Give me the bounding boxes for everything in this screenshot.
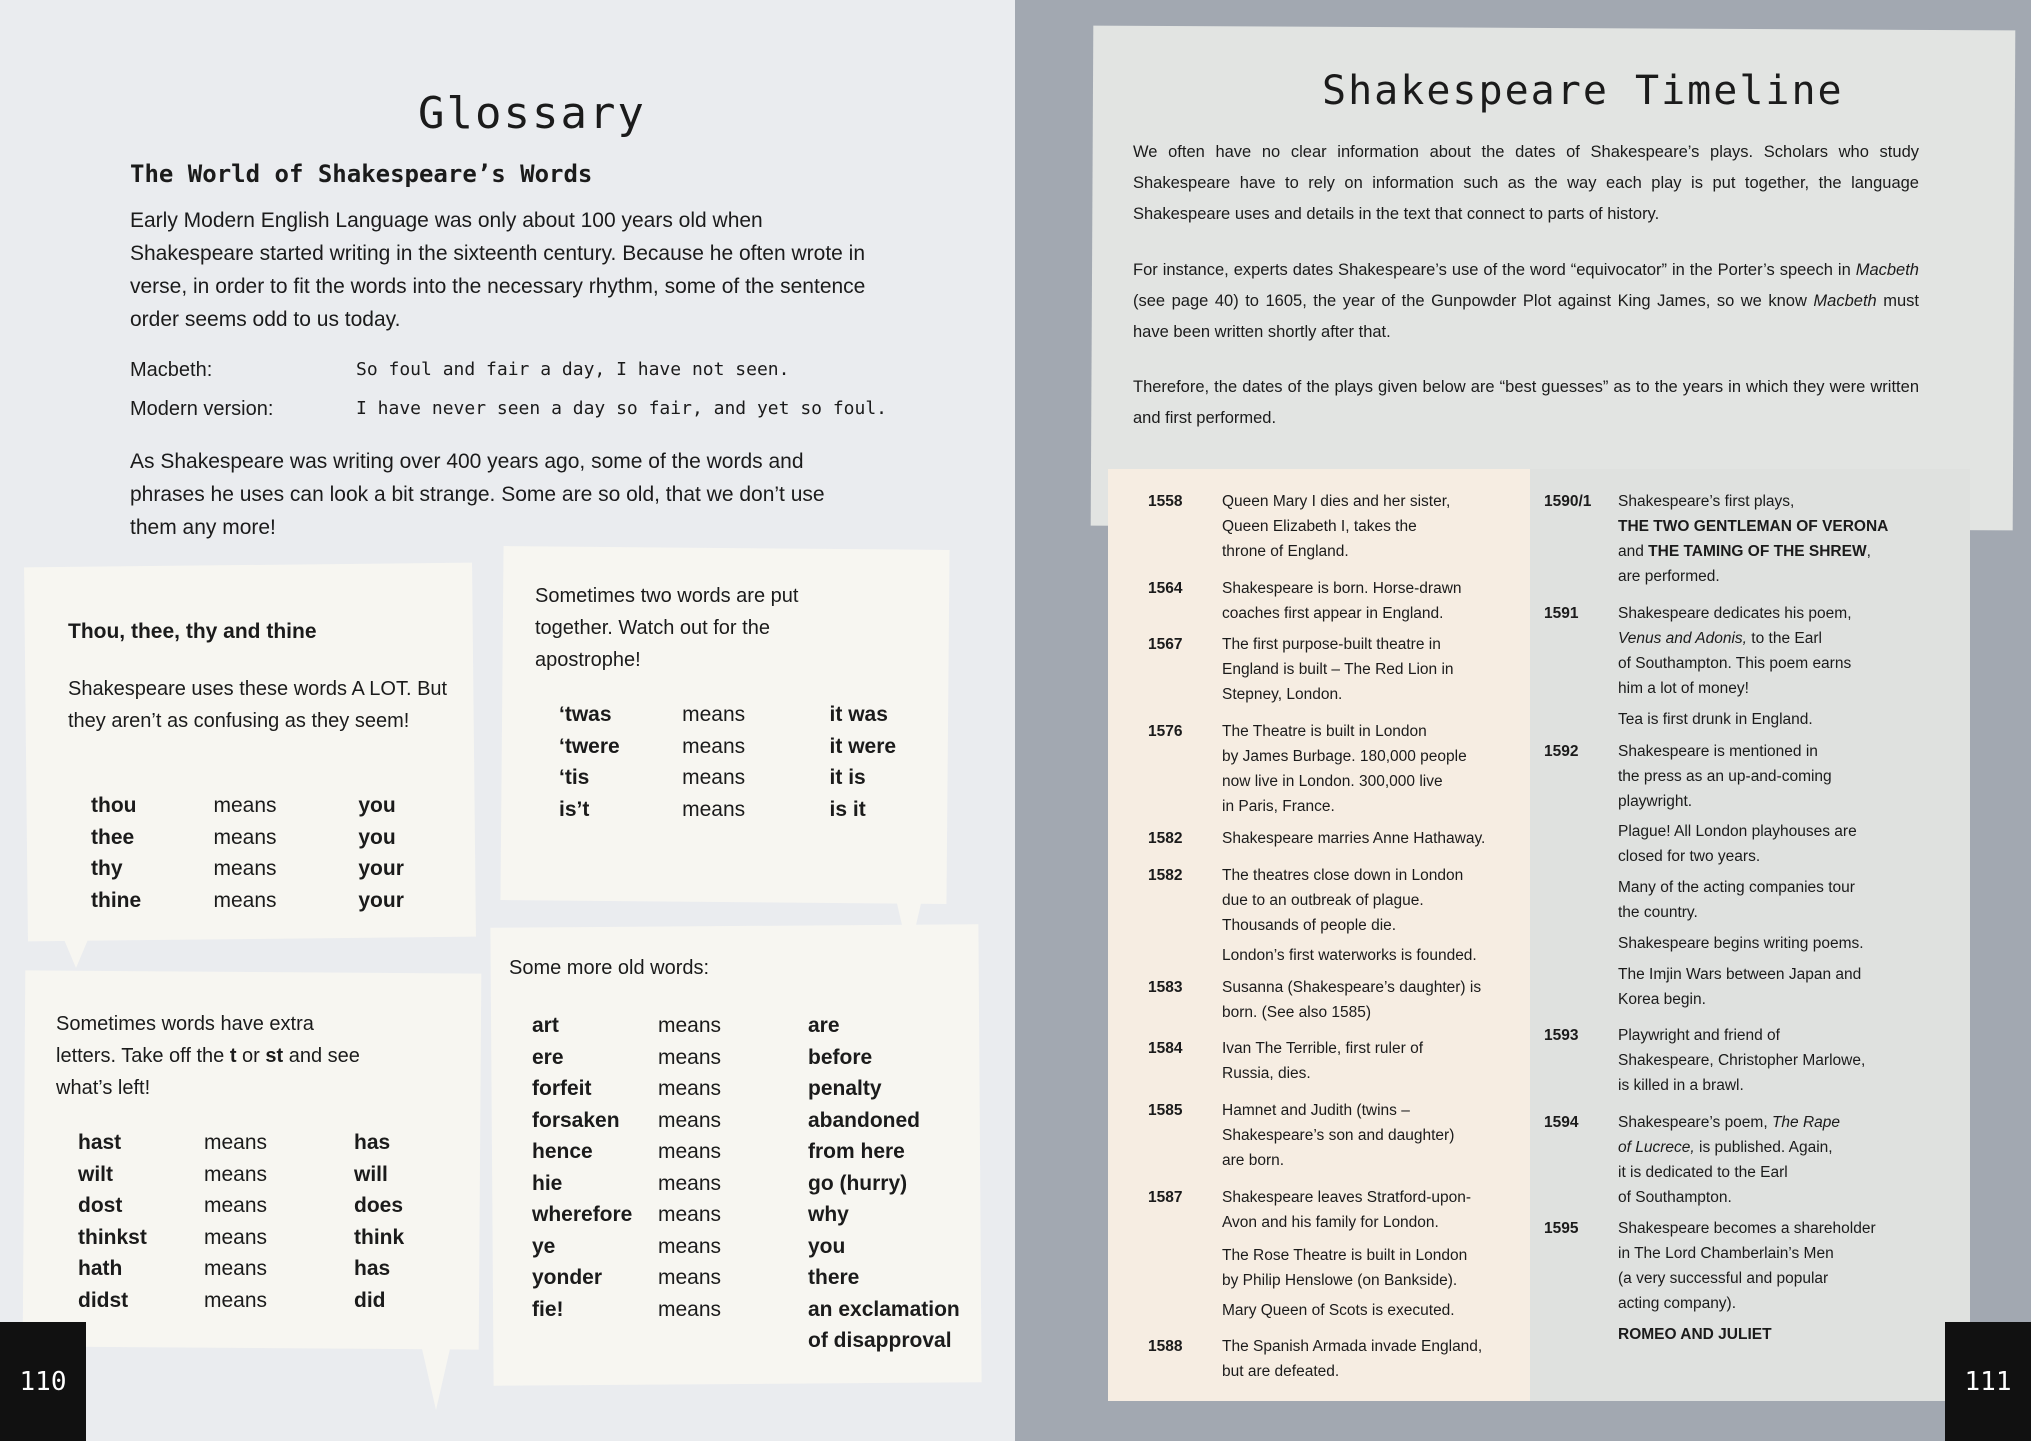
card-thou-content bbox=[26, 565, 474, 939]
word-row bbox=[532, 1172, 978, 1204]
timeline-entry bbox=[1148, 489, 1558, 589]
modern-meaning: before bbox=[808, 1045, 873, 1069]
modern-meaning: there bbox=[808, 1266, 860, 1289]
glossary-intro: Early Modern English Language was only about 100 years old when Shakespeare started writing in the sixteenth century. Because he often wrote in verse, in order to fit the words into the necessary rhythm, some of the sentence order seems odd to us today. bbox=[130, 209, 866, 331]
old-word: ere bbox=[532, 1045, 564, 1069]
word-row bbox=[78, 1226, 474, 1258]
old-word: forsaken bbox=[532, 1108, 620, 1132]
means-label: means bbox=[213, 857, 277, 880]
old-word: thine bbox=[91, 888, 142, 912]
timeline-text: The Theatre is built in London by James Burbage. 180,000 people now live in London. 300,000 live in Paris, France. bbox=[1222, 723, 1467, 815]
means-label: means bbox=[658, 1077, 722, 1100]
modern-meaning: is it bbox=[829, 797, 866, 821]
old-word: wherefore bbox=[532, 1203, 633, 1226]
means-label: means bbox=[658, 1140, 722, 1163]
example-label: Macbeth: bbox=[130, 359, 213, 381]
timeline-year: 1588 bbox=[1148, 1338, 1183, 1355]
old-word: yonder bbox=[532, 1266, 603, 1289]
old-word: fie! bbox=[532, 1297, 564, 1321]
timeline-year: 1582 bbox=[1148, 830, 1183, 847]
card-text: Some more old words: bbox=[509, 957, 710, 979]
old-word: wilt bbox=[78, 1162, 113, 1186]
modern-meaning: your bbox=[358, 888, 404, 912]
modern-meaning: penalty bbox=[808, 1077, 882, 1100]
means-label: means bbox=[682, 703, 746, 726]
word-row bbox=[78, 1257, 474, 1289]
old-word: ye bbox=[532, 1234, 556, 1258]
old-word: hie bbox=[532, 1171, 563, 1195]
card-text: Shakespeare uses these words A LOT. But they aren’t as confusing as they seem! bbox=[68, 678, 448, 732]
word-row bbox=[559, 735, 948, 767]
word-row bbox=[91, 826, 474, 858]
timeline-year: 1585 bbox=[1148, 1102, 1183, 1119]
timeline-text: The theatres close down in London due to an outbreak of plague. Thousands of people die. bbox=[1222, 867, 1464, 934]
old-word: is’t bbox=[559, 797, 590, 821]
timeline-text: Shakespeare is mentioned in the press as an up-and-coming playwright. bbox=[1618, 743, 1832, 810]
timeline-text: Shakespeare’s poem, The Rape of Lucrece, is published. Again, it is dedicated to the Earl of Southampton. bbox=[1618, 1114, 1841, 1206]
timeline-year: 1591 bbox=[1544, 605, 1579, 622]
word-row bbox=[559, 703, 948, 735]
word-row bbox=[532, 1109, 978, 1141]
timeline-intro-p3: Therefore, the dates of the plays given below are “best guesses” as to the years in which they were written and first performed. bbox=[1133, 378, 1919, 427]
word-row bbox=[532, 1203, 978, 1235]
old-word: thinkst bbox=[78, 1225, 147, 1249]
timeline-intro-p2: For instance, experts dates Shakespeare’s use of the word “equivocator” in the Porter’s speech in Macbeth (see page 40) to 1605, the year of the Gunpowder Plot against King James, so we know Macbeth must have been written shortly after that. bbox=[1133, 261, 1919, 341]
timeline-text: Shakespeare leaves Stratford-upon- Avon and his family for London. bbox=[1222, 1189, 1472, 1231]
old-word bbox=[532, 1329, 658, 1361]
timeline-entry bbox=[1148, 632, 1558, 732]
means-label: means bbox=[658, 1234, 722, 1258]
timeline-year: 1590/1 bbox=[1544, 493, 1592, 510]
means-label: means bbox=[658, 1171, 722, 1195]
means-label: means bbox=[204, 1257, 268, 1280]
timeline-entry bbox=[1544, 601, 1954, 701]
timeline-title: Shakespeare Timeline bbox=[1322, 68, 1844, 114]
means-label: means bbox=[204, 1194, 268, 1217]
timeline-intro-p1: We often have no clear information about the dates of Shakespeare’s plays. Scholars who study Shakespeare have to rely on information such as the way each play is put together, the language Shakespeare uses and details in the text that connect to parts of history. bbox=[1133, 143, 1919, 223]
timeline-entry bbox=[1544, 1322, 1954, 1348]
modern-meaning: go (hurry) bbox=[808, 1171, 908, 1195]
modern-meaning: abandoned bbox=[808, 1108, 921, 1132]
word-row bbox=[91, 889, 474, 921]
word-row bbox=[532, 1235, 978, 1267]
speech-tail bbox=[420, 1340, 452, 1410]
means-label: means bbox=[658, 1266, 722, 1289]
timeline-year: 1582 bbox=[1148, 867, 1183, 884]
means-label: means bbox=[213, 888, 277, 912]
word-row bbox=[532, 1046, 978, 1078]
timeline-text: London’s first waterworks is founded. bbox=[1222, 947, 1477, 964]
timeline-text: Queen Mary I dies and her sister, Queen Elizabeth I, takes the throne of England. bbox=[1222, 493, 1451, 560]
modern-meaning: you bbox=[808, 1234, 846, 1258]
modern-meaning: are bbox=[808, 1014, 840, 1037]
means-label: means bbox=[658, 1014, 722, 1037]
timeline-text: The Rose Theatre is built in London by Philip Henslowe (on Bankside). bbox=[1222, 1247, 1468, 1289]
glossary-intro-2: As Shakespeare was writing over 400 years ago, some of the words and phrases he uses can look a bit strange. Some are so old, that we don’t use them any more! bbox=[130, 450, 825, 539]
timeline-year: 1593 bbox=[1544, 1027, 1579, 1044]
old-word: didst bbox=[78, 1288, 129, 1312]
old-word: ‘twere bbox=[559, 734, 620, 758]
card-apostrophe-content bbox=[502, 548, 948, 902]
word-row bbox=[532, 1266, 978, 1298]
timeline-entry bbox=[1148, 1334, 1558, 1434]
timeline-text: Ivan The Terrible, first ruler of Russia, dies. bbox=[1222, 1040, 1424, 1082]
timeline-text: Shakespeare’s first plays, THE TWO GENTLEMAN OF VERONA and THE TAMING OF THE SHREW, are performed. bbox=[1618, 493, 1889, 585]
modern-meaning: why bbox=[808, 1203, 849, 1226]
modern-meaning: of disapproval bbox=[808, 1329, 952, 1352]
old-word: dost bbox=[78, 1194, 123, 1217]
timeline-year: 1595 bbox=[1544, 1220, 1579, 1237]
word-row bbox=[532, 1140, 978, 1172]
modern-meaning: it were bbox=[829, 734, 897, 758]
timeline-text: Tea is first drunk in England. bbox=[1618, 711, 1813, 728]
word-row bbox=[532, 1077, 978, 1109]
example-row-modern bbox=[130, 398, 890, 426]
means-label: means bbox=[204, 1288, 268, 1312]
old-word: thou bbox=[91, 794, 137, 817]
means-label: means bbox=[204, 1225, 268, 1249]
card-letters-content bbox=[24, 972, 480, 1348]
word-row bbox=[78, 1131, 474, 1163]
example-quote: I have never seen a day so fair, and yet so foul. bbox=[356, 398, 888, 419]
timeline-year: 1584 bbox=[1148, 1040, 1183, 1057]
means-label: means bbox=[213, 794, 277, 817]
card-heading: Thou, thee, thy and thine bbox=[68, 620, 317, 643]
modern-meaning: think bbox=[354, 1225, 405, 1249]
example-quote: So foul and fair a day, I have not seen. bbox=[356, 359, 790, 380]
old-word: ‘twas bbox=[559, 703, 612, 726]
timeline-text: Mary Queen of Scots is executed. bbox=[1222, 1302, 1455, 1319]
timeline-text: Hamnet and Judith (twins – Shakespeare’s son and daughter) are born. bbox=[1222, 1102, 1455, 1169]
card-text: Sometimes words have extra letters. Take off the t or st and see what’s left! bbox=[56, 1013, 360, 1099]
old-word: thy bbox=[91, 857, 123, 880]
timeline-year: 1592 bbox=[1544, 743, 1579, 760]
word-row bbox=[91, 857, 474, 889]
timeline-text: The Spanish Armada invade England, but are defeated. bbox=[1222, 1338, 1483, 1380]
timeline-text: Shakespeare is born. Horse-drawn coaches first appear in England. bbox=[1222, 580, 1462, 622]
modern-meaning: it was bbox=[829, 703, 888, 726]
timeline-year: 1567 bbox=[1148, 636, 1183, 653]
old-word: hence bbox=[532, 1140, 593, 1163]
means-label: means bbox=[682, 734, 746, 758]
timeline-text: Shakespeare dedicates his poem, Venus and Adonis, to the Earl of Southampton. This poem earns him a lot of money! bbox=[1618, 605, 1852, 697]
means-label: means bbox=[682, 797, 746, 821]
timeline-text: Shakespeare begins writing poems. bbox=[1618, 935, 1864, 952]
means-label: means bbox=[213, 825, 277, 849]
modern-meaning: has bbox=[354, 1257, 391, 1280]
word-row bbox=[91, 794, 474, 826]
timeline-entry bbox=[1544, 1023, 1954, 1123]
word-row bbox=[559, 798, 948, 830]
modern-meaning: an exclamation bbox=[808, 1297, 960, 1321]
timeline-text: Susanna (Shakespeare’s daughter) is born. (See also 1585) bbox=[1222, 979, 1482, 1021]
word-row bbox=[532, 1014, 978, 1046]
modern-meaning: did bbox=[354, 1288, 386, 1312]
means-label: means bbox=[204, 1162, 268, 1186]
timeline-year: 1558 bbox=[1148, 493, 1183, 510]
word-row bbox=[78, 1289, 474, 1321]
modern-meaning: you bbox=[358, 825, 396, 849]
modern-meaning: from here bbox=[808, 1140, 905, 1163]
means-label: means bbox=[658, 1297, 722, 1321]
word-table bbox=[78, 1131, 474, 1320]
modern-meaning: does bbox=[354, 1194, 404, 1217]
timeline-text: Plague! All London playhouses are closed for two years. bbox=[1618, 823, 1857, 865]
timeline-text: Many of the acting companies tour the country. bbox=[1618, 879, 1855, 921]
timeline-year: 1576 bbox=[1148, 723, 1183, 740]
word-row bbox=[532, 1298, 978, 1330]
old-word: art bbox=[532, 1014, 559, 1037]
old-word: forfeit bbox=[532, 1077, 592, 1100]
timeline-entry bbox=[1148, 1098, 1558, 1198]
means-label: means bbox=[204, 1131, 268, 1154]
means-label: means bbox=[658, 1203, 722, 1226]
means-label: means bbox=[658, 1108, 722, 1132]
timeline-entry bbox=[1148, 719, 1558, 819]
old-word: thee bbox=[91, 825, 135, 849]
modern-meaning: will bbox=[354, 1162, 388, 1186]
timeline-year: 1564 bbox=[1148, 580, 1183, 597]
modern-meaning: has bbox=[354, 1131, 391, 1154]
timeline-entry bbox=[1544, 489, 1954, 589]
old-word: hath bbox=[78, 1257, 123, 1280]
timeline-text: The first purpose-built theatre in England is built – The Red Lion in Stepney, London. bbox=[1222, 636, 1454, 703]
timeline-text: ROMEO AND JULIET bbox=[1618, 1326, 1772, 1343]
means-label: means bbox=[658, 1045, 722, 1069]
timeline-text: Shakespeare becomes a shareholder in The Lord Chamberlain’s Men (a very successful and popular acting company). bbox=[1618, 1220, 1876, 1312]
timeline-year: 1587 bbox=[1148, 1189, 1183, 1206]
page-number-right: 111 bbox=[1945, 1322, 2031, 1441]
glossary-title: Glossary bbox=[418, 88, 646, 139]
old-word: hast bbox=[78, 1131, 122, 1154]
timeline-text: Playwright and friend of Shakespeare, Christopher Marlowe, is killed in a brawl. bbox=[1618, 1027, 1866, 1094]
timeline-entry bbox=[1544, 1216, 1954, 1316]
modern-meaning: your bbox=[358, 857, 404, 880]
glossary-subtitle: The World of Shakespeare’s Words bbox=[130, 160, 593, 188]
word-row bbox=[78, 1163, 474, 1195]
word-table bbox=[559, 703, 948, 829]
word-table bbox=[91, 794, 474, 920]
word-row bbox=[78, 1194, 474, 1226]
means-label bbox=[658, 1329, 808, 1361]
old-word: ‘tis bbox=[559, 766, 590, 789]
word-row bbox=[532, 1329, 978, 1361]
modern-meaning: you bbox=[358, 794, 396, 817]
timeline-entry bbox=[1544, 1110, 1954, 1210]
timeline-text: Shakespeare marries Anne Hathaway. bbox=[1222, 830, 1486, 847]
word-table bbox=[532, 1014, 978, 1361]
card-old-words-content bbox=[492, 926, 980, 1384]
means-label: means bbox=[682, 766, 746, 789]
example-row-macbeth bbox=[130, 359, 890, 387]
modern-meaning: it is bbox=[829, 766, 866, 789]
card-text: Sometimes two words are put together. Watch out for the apostrophe! bbox=[535, 585, 799, 671]
page-number-left: 110 bbox=[0, 1322, 86, 1441]
timeline-text: The Imjin Wars between Japan and Korea begin. bbox=[1618, 966, 1862, 1008]
word-row bbox=[559, 766, 948, 798]
example-label: Modern version: bbox=[130, 398, 274, 420]
timeline-year: 1594 bbox=[1544, 1114, 1579, 1131]
timeline-year: 1583 bbox=[1148, 979, 1183, 996]
